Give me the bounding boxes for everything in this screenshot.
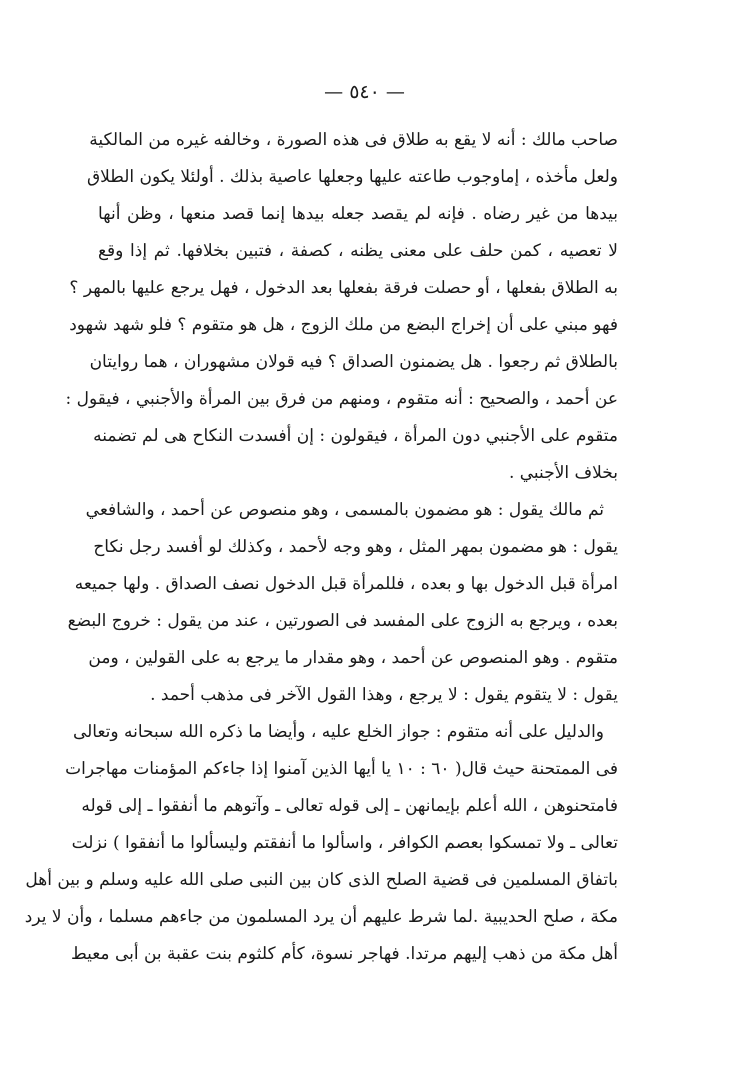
page-body [24, 122, 618, 973]
text-line: يقول : لا يتقوم يقول : لا يرجع ، وهذا القول الآخر فى مذهب أحمد . [150, 685, 618, 705]
text-line: تعالى ـ ولا تمسكوا بعصم الكوافر ، واسألوا ما أنفقتم وليسألوا ما أنفقوا ) نزلت [71, 833, 618, 853]
text-line: بعده ، ويرجع به الزوج على المفسد فى الصورتين ، عند من يقول : خروج البضع [67, 611, 618, 631]
text-line: متقوم على الأجنبي دون المرأة ، فيقولون : إن أفسدت النكاح هى لم تضمنه [93, 426, 618, 446]
text-line: فى الممتحنة حيث قال( ٦٠ : ١٠ يا أيها الذين آمنوا إذا جاءكم المؤمنات مهاجرات [65, 759, 618, 779]
paragraph-1 [65, 122, 618, 492]
paragraph-2 [67, 492, 618, 714]
page-number: — ٥٤٠ — [324, 81, 405, 103]
text-line: مكة ، صلح الحديبية .لما شرط عليهم أن يرد المسلمون من جاءهم مسلما ، وأن لا يرد [24, 907, 618, 927]
text-line: لا تعصيه ، كمن حلف على معنى يظنه ، كصفة ، فتبين بخلافها. ثم إذا وقع [98, 241, 618, 261]
text-line: بخلاف الأجنبي . [508, 463, 618, 483]
text-line: امرأة قبل الدخول بها و بعده ، فللمرأة قبل الدخول نصف الصداق . ولها جميعه [74, 574, 618, 594]
text-line: بالطلاق ثم رجعوا . هل يضمنون الصداق ؟ فيه قولان مشهوران ، هما روايتان [89, 352, 618, 372]
text-line: والدليل على أنه متقوم : جواز الخلع عليه ، وأيضا ما ذكره الله سبحانه وتعالى [72, 722, 604, 742]
text-line: فامتحنوهن ، الله أعلم بإيمانهن ـ إلى قوله تعالى ـ وآتوهم ما أنفقوا ـ إلى قوله [81, 796, 618, 816]
text-line: فهو مبني على أن إخراج البضع من ملك الزوج ، هل هو متقوم ؟ فلو شهد شهود [69, 315, 618, 335]
text-line: متقوم . وهو المنصوص عن أحمد ، وهو مقدار ما يرجع به على القولين ، ومن [88, 648, 618, 668]
text-line: أهل مكة من ذهب إليهم مرتدا. فهاجر نسوة، كأم كلثوم بنت عقبة بن أبى معيط [70, 944, 618, 964]
text-line: ولعل مأخذه ، إماوجوب طاعته عليها وجعلها عاصية بذلك . أولئلا يكون الطلاق [86, 167, 618, 187]
text-line: يقول : هو مضمون بمهر المثل ، وهو وجه لأحمد ، وكذلك لو أفسد رجل نكاح [93, 537, 618, 557]
text-line: ثم مالك يقول : هو مضمون بالمسمى ، وهو منصوص عن أحمد ، والشافعي [85, 500, 604, 520]
text-line: به الطلاق بفعلها ، أو حصلت فرقة بفعلها بعد الدخول ، فهل يرجع عليها بالمهر ؟ [69, 278, 618, 298]
text-line: صاحب مالك : أنه لا يقع به طلاق فى هذه الصورة ، وخالفه غيره من المالكية [89, 130, 618, 150]
paragraph-3 [24, 714, 618, 973]
text-line: عن أحمد ، والصحيح : أنه متقوم ، ومنهم من فرق بين المرأة والأجنبي ، فيقول : [65, 389, 618, 409]
text-line: باتفاق المسلمين فى قضية الصلح الذى كان بين النبى صلى الله عليه وسلم و بين أهل [25, 870, 618, 890]
text-line: بيدها من غير رضاه . فإنه لم يقصد جعله بيدها إنما قصد منعها ، وظن أنها [98, 204, 618, 224]
